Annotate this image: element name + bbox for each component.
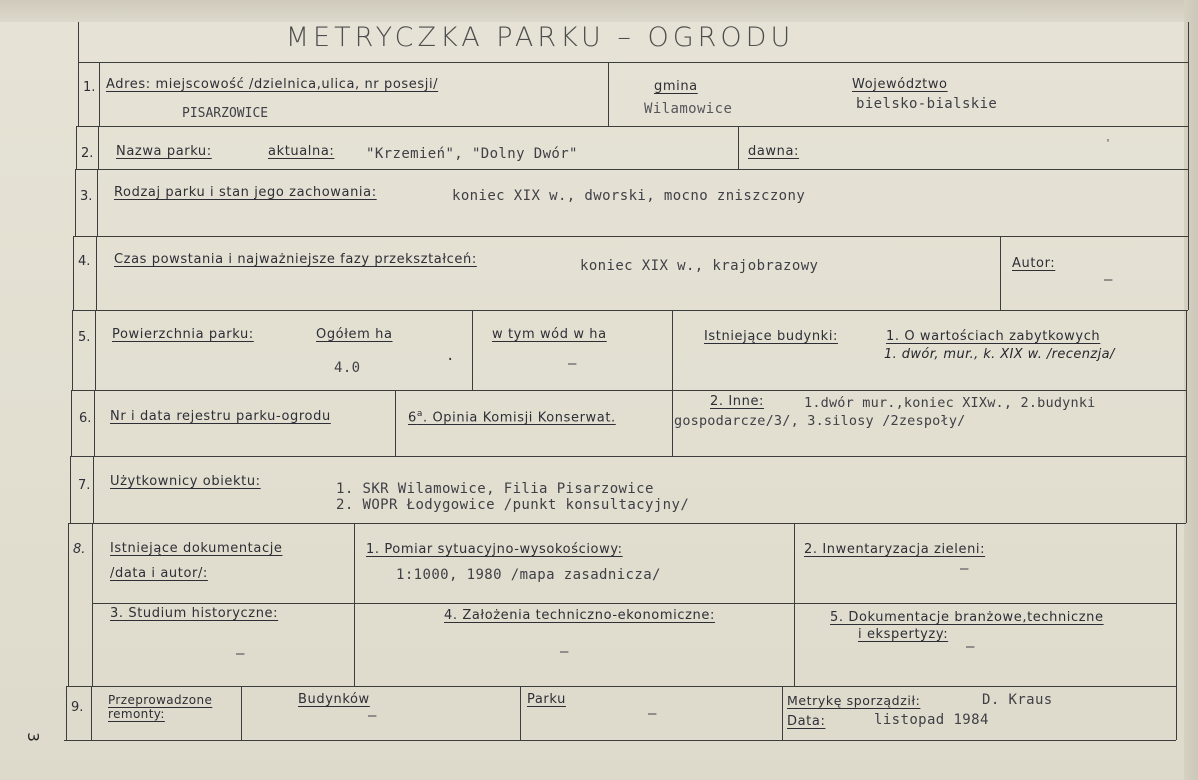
repairs-sublabel: remonty: <box>108 707 165 721</box>
ink-dot: · <box>446 352 455 368</box>
former-name-label: dawna: <box>748 144 800 159</box>
tech-econ-value: – <box>560 644 569 660</box>
total-area-label: Ogółem ha <box>316 327 393 342</box>
author-value: – <box>1104 272 1113 288</box>
branch-docs-value: – <box>966 639 975 655</box>
page-number-mark: 3 <box>23 732 42 742</box>
greenery-inventory-value: – <box>960 561 969 577</box>
current-name-label: aktualna: <box>268 144 335 159</box>
other-buildings-label: 2. Inne: <box>710 394 765 409</box>
greenery-inventory-label: 2. Inwentaryzacja zieleni: <box>804 542 986 557</box>
row-number-8: 8. <box>73 542 86 557</box>
branch-docs-sublabel: i ekspertyzy: <box>858 627 949 642</box>
ink-speck: ' <box>1105 138 1112 149</box>
gmina-value: Wilamowice <box>644 101 733 117</box>
row-number-5: 5. <box>78 330 91 345</box>
historical-study-label: 3. Studium historyczne: <box>110 606 279 621</box>
origin-label: Czas powstania i najważniejsze fazy przekształceń: <box>114 252 477 267</box>
users-label: Użytkownicy obiektu: <box>110 474 261 489</box>
branch-docs-label: 5. Dokumentacje branżowe,techniczne <box>830 610 1104 625</box>
existing-buildings-label: Istniejące budynki: <box>704 329 839 344</box>
other-buildings-value-2: gospodarcze/3/, 3.silosy /2zespoły/ <box>674 413 966 429</box>
origin-value: koniec XIX w., krajobrazowy <box>580 258 819 274</box>
water-area-label: w tym wód w ha <box>492 327 607 342</box>
prepared-by-value: D. Kraus <box>982 692 1053 708</box>
row-number-3: 3. <box>80 189 93 204</box>
repairs-park-value: – <box>648 706 657 722</box>
repairs-buildings-label: Budynków <box>298 692 370 707</box>
total-area-value: 4.0 <box>334 360 361 376</box>
conservator-opinion-label: 6$^a$. Opinia Komisji Konserwat. <box>408 409 616 426</box>
user-value-2: 2. WOPR Łodygowice /punkt konsultacyjny/ <box>336 497 690 513</box>
park-type-value: koniec XIX w., dworski, mocno zniszczony <box>452 188 806 204</box>
form-title: METRYCZKA PARKU – OGRODU <box>285 22 795 53</box>
date-label: Data: <box>787 714 826 729</box>
row-number-1: 1. <box>83 80 96 95</box>
existing-docs-sublabel: /data i autor/: <box>110 566 208 581</box>
tech-econ-label: 4. Założenia techniczno-ekonomiczne: <box>444 608 715 623</box>
existing-docs-label: Istniejące dokumentacje <box>110 541 283 556</box>
park-name-label: Nazwa parku: <box>116 144 212 159</box>
historical-study-value: – <box>236 646 245 662</box>
park-type-label: Rodzaj parku i stan jego zachowania: <box>114 185 377 200</box>
author-label: Autor: <box>1012 256 1056 271</box>
address-label: Adres: miejscowość /dzielnica,ulica, nr posesji/ <box>106 77 439 92</box>
row-number-6: 6. <box>79 411 92 426</box>
prepared-by-label: Metrykę sporządził: <box>787 693 921 708</box>
repairs-park-label: Parku <box>527 692 566 707</box>
historic-buildings-value: 1. dwór, mur., k. XIX w. /recenzja/ <box>884 347 1115 362</box>
row-number-2: 2. <box>81 146 94 161</box>
historic-buildings-label: 1. O wartościach zabytkowych <box>886 329 1101 344</box>
address-value: PISARZOWICE <box>182 106 269 121</box>
row-number-7: 7. <box>78 478 91 493</box>
date-value: listopad 1984 <box>874 712 989 728</box>
park-area-label: Powierzchnia parku: <box>112 327 254 342</box>
repairs-label: Przeprowadzone <box>108 693 213 707</box>
repairs-buildings-value: – <box>368 708 377 724</box>
row-number-4: 4. <box>78 254 91 269</box>
survey-value: 1:1000, 1980 /mapa zasadnicza/ <box>396 567 661 583</box>
user-value-1: 1. SKR Wilamowice, Filia Pisarzowice <box>336 481 654 497</box>
row-number-9: 9. <box>71 700 84 715</box>
current-name-value: "Krzemień", "Dolny Dwór" <box>366 146 578 162</box>
voivodeship-label: Województwo <box>852 77 948 92</box>
other-buildings-value-1: 1.dwór mur.,koniec XIXw., 2.budynki <box>804 395 1096 411</box>
survey-label: 1. Pomiar sytuacyjno-wysokościowy: <box>366 542 623 557</box>
voivodeship-value: bielsko-bialskie <box>856 96 998 112</box>
water-area-value: – <box>568 356 577 372</box>
gmina-label: gmina <box>654 79 698 94</box>
register-label: Nr i data rejestru parku-ogrodu <box>110 409 331 424</box>
